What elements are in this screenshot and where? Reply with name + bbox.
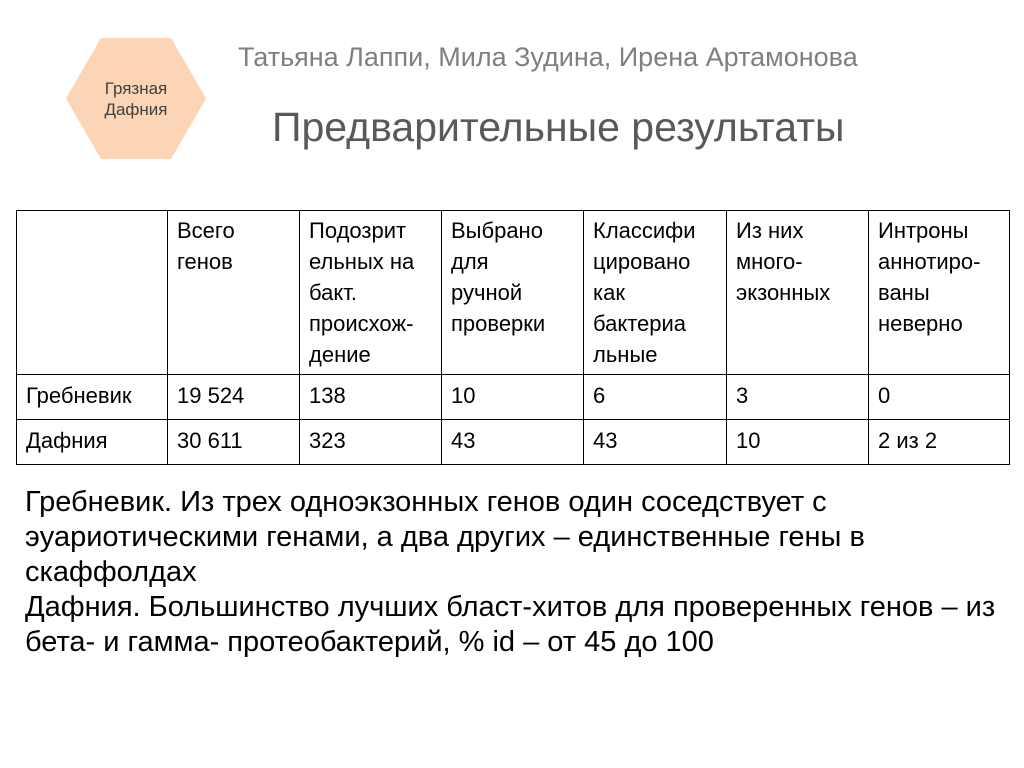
header-cell-classified-bacterial: Классифи цировано как бактериа льные	[584, 211, 727, 375]
project-badge-label: Грязная Дафния	[104, 78, 168, 119]
row-label-cell: Гребневик	[17, 375, 168, 420]
header-cell-multi-exon: Из них много- экзонных	[727, 211, 869, 375]
note-paragraph-ctenophore: Гребневик. Из трех одноэкзонных генов один соседствует с эуариотическими генами, а два других – единственные гены в скаффолдах	[25, 486, 865, 588]
row-label-cell: Дафния	[17, 420, 168, 465]
table-cell: 2 из 2	[869, 420, 1010, 465]
table-header	[17, 211, 1010, 375]
table-cell: 10	[442, 375, 584, 420]
page-title: Предварительные результаты	[272, 104, 845, 150]
table-row	[17, 420, 1010, 465]
table-cell: 0	[869, 375, 1010, 420]
header-cell-suspected-bacterial: Подозрит ельных на бакт. происхож- дение	[300, 211, 442, 375]
table-cell: 43	[584, 420, 727, 465]
header-cell-blank	[17, 211, 168, 375]
table-cell: 6	[584, 375, 727, 420]
header-cell-total-genes: Всего генов	[168, 211, 300, 375]
header-cell-introns-misannotated: Интроны аннотиро- ваны неверно	[869, 211, 1010, 375]
table-cell: 30 611	[168, 420, 300, 465]
table-cell: 19 524	[168, 375, 300, 420]
table-cell: 323	[300, 420, 442, 465]
notes-block	[25, 485, 1015, 660]
table-cell: 3	[727, 375, 869, 420]
note-paragraph-daphnia: Дафния. Большинство лучших бласт-хитов для проверенных генов – из бета- и гамма- протеобактерий, % id – от 45 до 100	[25, 591, 996, 658]
table-cell: 138	[300, 375, 442, 420]
authors-line: Татьяна Лаппи, Мила Зудина, Ирена Артамонова	[238, 42, 858, 72]
results-table	[16, 210, 1010, 465]
project-badge	[66, 38, 206, 159]
header-cell-selected-manual: Выбрано для ручной проверки	[442, 211, 584, 375]
table-cell: 10	[727, 420, 869, 465]
table-header-row	[17, 211, 1010, 375]
table-cell: 43	[442, 420, 584, 465]
table-row	[17, 375, 1010, 420]
